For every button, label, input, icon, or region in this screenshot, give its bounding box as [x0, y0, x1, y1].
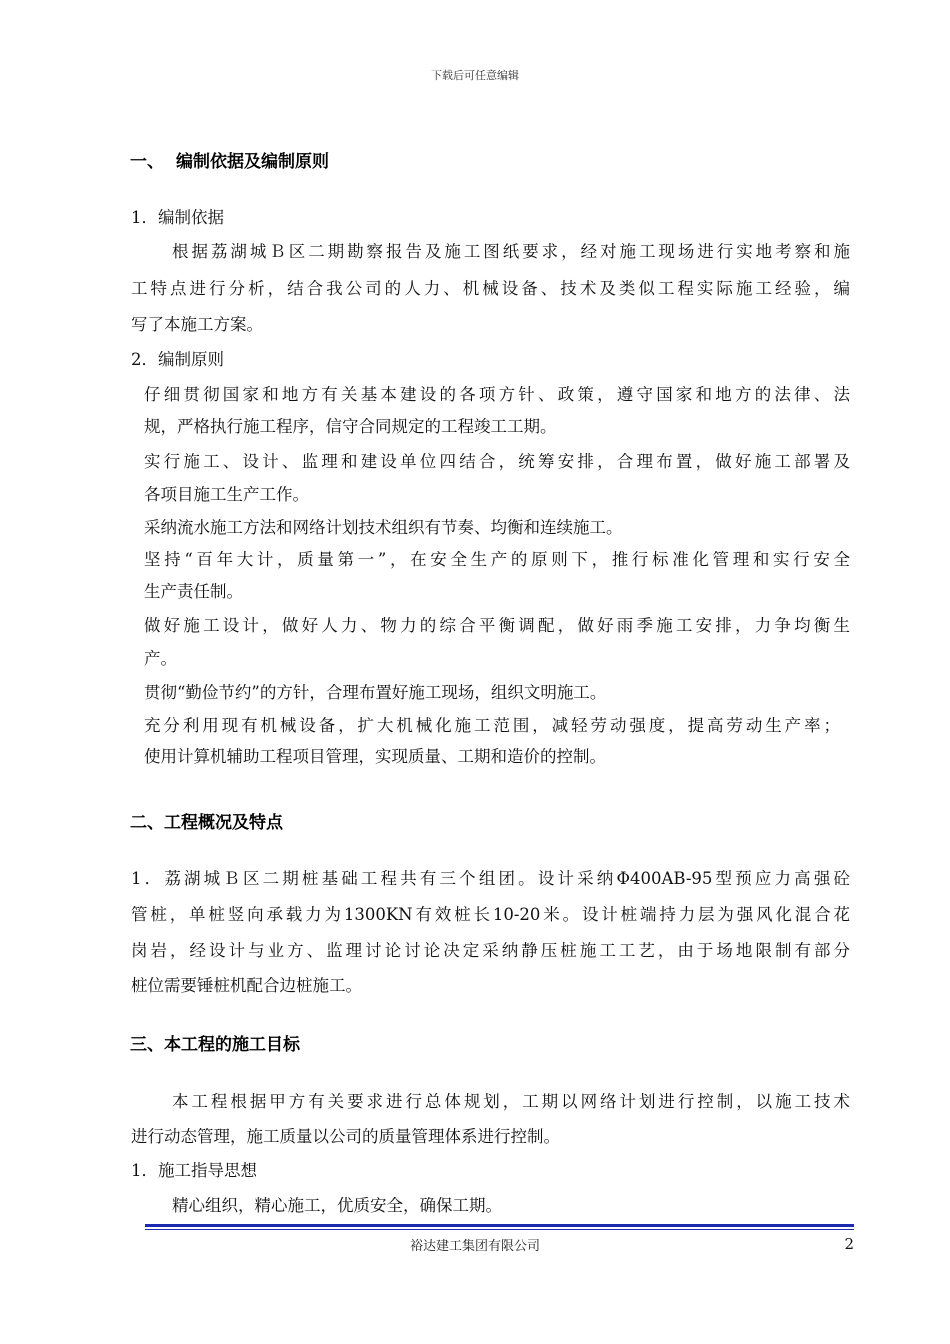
paragraph-line: 1．荔湖城Ｂ区二期桩基础工程共有三个组团。设计采纳Φ400AB-95型预应力高强砼: [131, 869, 850, 888]
paragraph-line: 管桩，单桩竖向承载力为1300KN有效桩长10-20米。设计桩端持力层为强风化混合花: [131, 905, 850, 924]
paragraph-line: 进行动态管理，施工质量以公司的质量管理体系进行控制。: [131, 1127, 560, 1146]
footer-company-name: 裕达建工集团有限公司: [409, 1239, 540, 1254]
principle-line: 生产责任制。: [144, 582, 243, 601]
paragraph-line: 本工程根据甲方有关要求进行总体规划，工期以网络计划进行控制，以施工技术: [172, 1092, 850, 1111]
principle-line: 产。: [144, 649, 177, 668]
paragraph-line: 精心组织，精心施工，优质安全，确保工期。: [172, 1196, 502, 1215]
paragraph-line: 桩位需要锤桩机配合边桩施工。: [131, 976, 362, 995]
footer-rule: [145, 1224, 854, 1227]
section-3-heading: 三、本工程的施工目标: [130, 1035, 300, 1055]
header-note: 下载后可任意编辑: [431, 69, 519, 82]
paragraph-line: 岗岩，经设计与业方、监理讨论讨论决定采纳静压桩施工工艺，由于场地限制有部分: [131, 941, 850, 960]
paragraph-line: 写了本施工方案。: [131, 315, 263, 334]
section-1-number: 一、: [130, 152, 164, 172]
principle-line: 做好施工设计，做好人力、物力的综合平衡调配，做好雨季施工安排，力争均衡生: [144, 616, 850, 635]
principle-line: 使用计算机辅助工程项目管理，实现质量、工期和造价的控制。: [144, 747, 606, 766]
principle-line: 充分利用现有机械设备，扩大机械化施工范围，减轻劳动强度，提高劳动生产率；: [144, 716, 840, 735]
principle-line: 贯彻“勤俭节约”的方针，合理布置好施工现场，组织文明施工。: [144, 683, 607, 702]
section-1-sub-2-heading: 2．编制原则: [131, 350, 224, 369]
paragraph-line: 工特点进行分析，结合我公司的人力、机械设备、技术及类似工程实际施工经验，编: [131, 279, 850, 298]
section-3-sub-1-heading: 1．施工指导思想: [131, 1161, 257, 1180]
principle-line: 采纳流水施工方法和网络计划技术组织有节奏、均衡和连续施工。: [144, 518, 623, 537]
section-1-title: 编制依据及编制原则: [176, 152, 329, 172]
principle-line: 规，严格执行施工程序，信守合同规定的工程竣工工期。: [144, 417, 557, 436]
principle-line: 坚持“百年大计，质量第一”，在安全生产的原则下，推行标准化管理和实行安全: [144, 550, 850, 569]
principle-line: 各项目施工生产工作。: [144, 485, 309, 504]
section-2-heading: 二、工程概况及特点: [130, 813, 283, 833]
principle-line: 仔细贯彻国家和地方有关基本建设的各项方针、政策，遵守国家和地方的法律、法: [144, 385, 850, 404]
footer-rule-thin: [145, 1229, 854, 1230]
paragraph-line: 根据荔湖城Ｂ区二期勘察报告及施工图纸要求，经对施工现场进行实地考察和施: [172, 242, 850, 261]
section-1-sub-1-heading: 1．编制依据: [131, 208, 224, 227]
principle-line: 实行施工、设计、监理和建设单位四结合，统筹安排，合理布置，做好施工部署及: [144, 452, 850, 471]
section-1-heading: [130, 147, 329, 172]
page-number: 2: [844, 1235, 854, 1253]
